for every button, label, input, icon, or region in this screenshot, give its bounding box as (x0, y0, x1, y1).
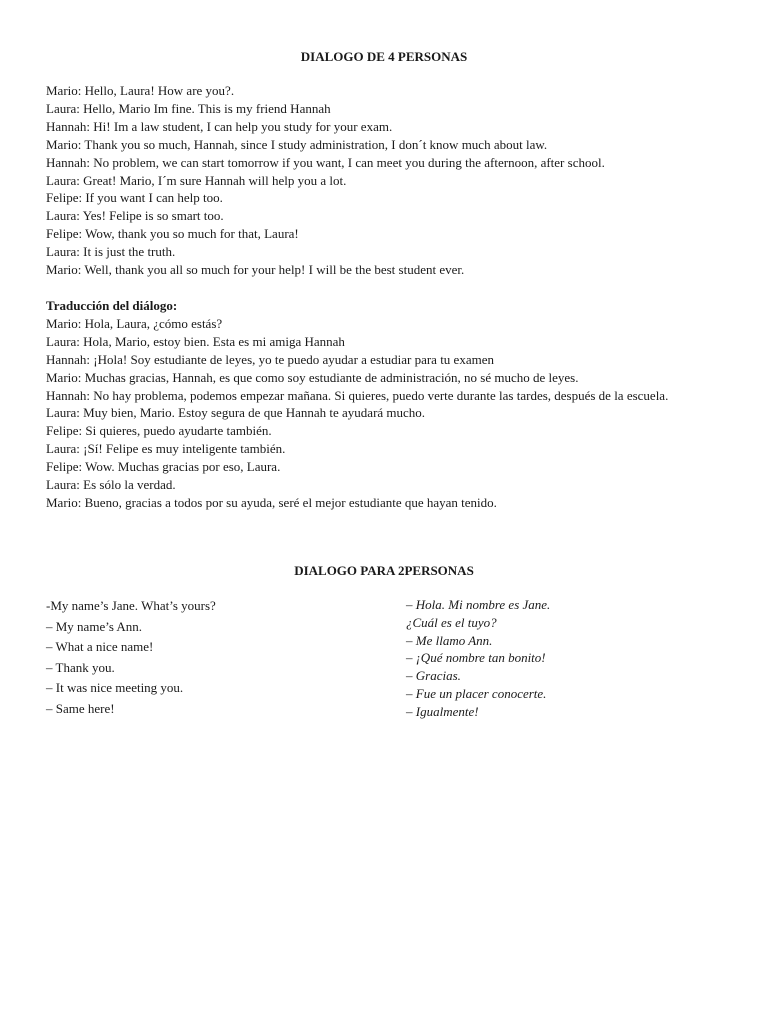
dialog-line: Laura: It is just the truth. (46, 244, 176, 260)
translation-line: Laura: Hola, Mario, estoy bien. Esta es mi amiga Hannah (46, 333, 345, 349)
translation-line: Felipe: Si quieres, puedo ayudarte también. (46, 423, 272, 439)
dialog-line: – ¡Qué nombre tan bonito! (406, 650, 546, 666)
dialog-line: – Hola. Mi nombre es Jane. (406, 597, 551, 612)
dialog-line: Felipe: Wow, thank you so much for that, Laura! (46, 226, 299, 242)
translation-heading: Traducción del diálogo: (46, 298, 178, 313)
translation-line: Laura: ¡Sí! Felipe es muy inteligente también. (46, 441, 286, 457)
translation-line: Laura: Es sólo la verdad. (46, 477, 176, 493)
dialog-line: – Thank you. (46, 659, 115, 675)
title-four-person-dialog: DIALOGO DE 4 PERSONAS (300, 49, 468, 64)
dialog-line: – Fue un placer conocerte. (406, 685, 547, 701)
translation-line: Hannah: ¡Hola! Soy estudiante de leyes, yo te puedo ayudar a estudiar para tu examen (46, 351, 494, 367)
dialog-line: – Same here! (46, 700, 115, 716)
dialog-line: Laura: Yes! Felipe is so smart too. (46, 208, 224, 224)
translation-line: Hannah: No hay problema, podemos empezar mañana. Si quieres, puedo verte durante las tardes, después de la escuela. (46, 387, 669, 403)
translation-line: Mario: Hola, Laura, ¿cómo estás? (46, 315, 223, 331)
dialog-line: – Gracias. (406, 668, 461, 684)
two-person-dialog-english (46, 596, 376, 720)
dialog-line: Hannah: Hi! Im a law student, I can help you study for your exam. (46, 118, 393, 134)
dialog-line: Laura: Hello, Mario Im fine. This is my friend Hannah (46, 100, 331, 116)
translation-line: Mario: Bueno, gracias a todos por su ayuda, seré el mejor estudiante que hayan tenido. (46, 494, 497, 510)
translation-line: Laura: Muy bien, Mario. Estoy segura de que Hannah te ayudará mucho. (46, 405, 426, 421)
dialog-line: – My name’s Ann. (46, 618, 143, 634)
dialog-line: – Igualmente! (406, 703, 479, 719)
dialog-line: – What a nice name! (46, 639, 154, 655)
translation-line: Mario: Muchas gracias, Hannah, es que como soy estudiante de administración, no sé mucho de leyes. (46, 369, 579, 385)
dialog-line: Hannah: No problem, we can start tomorrow if you want, I can meet you during the afternoon, after school. (46, 154, 605, 170)
four-person-dialog (46, 82, 726, 279)
dialog-line: – It was nice meeting you. (46, 680, 184, 696)
translation-section (46, 297, 726, 512)
dialog-line: – Me llamo Ann. (406, 632, 493, 648)
two-person-dialog-spanish (406, 596, 736, 721)
dialog-line: Laura: Great! Mario, I´m sure Hannah will help you a lot. (46, 172, 347, 188)
dialog-line: Mario: Well, thank you all so much for your help! I will be the best student ever. (46, 262, 465, 278)
dialog-line: Mario: Thank you so much, Hannah, since I study administration, I don´t know much about law. (46, 136, 548, 152)
dialog-line: Mario: Hello, Laura! How are you?. (46, 83, 235, 98)
dialog-line: ¿Cuál es el tuyo? (406, 614, 497, 630)
title-two-person-dialog: DIALOGO PARA 2PERSONAS (294, 563, 474, 578)
dialog-line: Felipe: If you want I can help too. (46, 190, 223, 206)
translation-line: Felipe: Wow. Muchas gracias por eso, Laura. (46, 459, 281, 475)
dialog-line: -My name’s Jane. What’s yours? (46, 598, 216, 613)
